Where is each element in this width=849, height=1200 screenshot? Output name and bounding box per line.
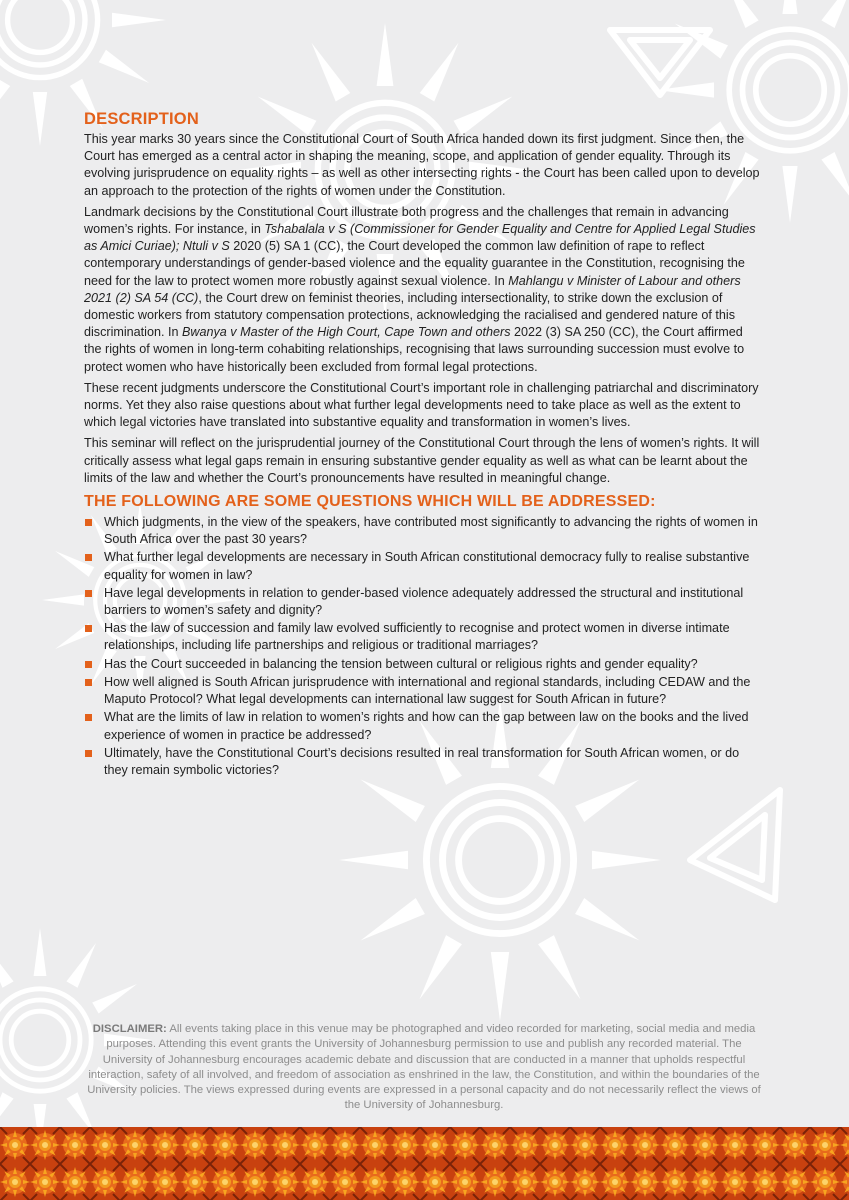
question-text: Has the Court succeeded in balancing the tension between cultural or religious rights and gender equality?	[104, 656, 698, 671]
question-text: What further legal developments are necessary in South African constitutional democracy fully to realise substantive equality for women in law?	[104, 550, 750, 582]
disclaimer-text: All events taking place in this venue may be photographed and video recorded for marketing, social media and media purposes. Attending this event grants the University of Johannesburg permission to use and publish any recorded material. The University of Johannesburg encourages academic debate and discussion that are conducted in a manner that upholds respectful interaction, safety of all involved, and freedom of association as enshrined in the law, the Constitution, and within the boundaries of the University policies. The views expressed during events are expressed in a personal capacity and do not necessarily reflect the views of the University of Johannesburg.	[87, 1023, 761, 1112]
main-content	[84, 110, 760, 780]
question-text: What are the limits of law in relation to women’s rights and how can the gap between law on the books and the lived experience of women in practice be addressed?	[104, 710, 749, 742]
question-item	[84, 745, 760, 779]
disclaimer	[84, 1022, 764, 1114]
square-bullet-icon	[85, 554, 92, 561]
square-bullet-icon	[85, 625, 92, 632]
case-citation: Tshabalala v S (Commissioner for Gender Equality and Centre for Applied Legal Studies as Amici Curiae); Ntuli v S	[84, 222, 756, 254]
question-item	[84, 656, 760, 673]
description-paragraph-1: This year marks 30 years since the Constitutional Court of South Africa handed down its first judgment. Since then, the Court has emerged as a central actor in shaping the meaning, scope, and application of gender equality. Through its evolving jurisprudence on equality rights – as well as other intersecting rights - the Court has been called upon to develop an approach to the protection of the rights of women under the Constitution.	[84, 132, 760, 198]
square-bullet-icon	[85, 519, 92, 526]
question-item	[84, 549, 760, 583]
paragraph-text: , the Court drew on feminist theories, including intersectionality, to strike down the exclusion of domestic workers from statutory compensation protections, acknowledging the racialised and gendered nature of this discrimination. In	[84, 290, 736, 340]
case-citation: Mahlangu v Minister of Labour and others 2021 (2) SA 54 (CC)	[84, 273, 741, 305]
footer-pattern-band	[0, 1127, 849, 1200]
question-text: Have legal developments in relation to gender-based violence adequately addressed the structural and institutional barriers to women’s safety and dignity?	[104, 585, 744, 618]
disclaimer-label: DISCLAIMER:	[92, 1023, 167, 1035]
question-item	[84, 674, 760, 708]
description-heading: DESCRIPTION	[84, 110, 199, 128]
question-text: How well aligned is South African jurisprudence with international and regional standards, including CEDAW and the Maputo Protocol? What legal developments can international law suggest for South African in future?	[104, 674, 751, 707]
square-bullet-icon	[85, 750, 92, 757]
description-paragraph-4: This seminar will reflect on the jurisprudential journey of the Constitutional Court through the lens of women’s rights. It will critically assess what legal gaps remain in ensuring substantive gender equality as well as what can be learnt about the limits of the law and whether the Court’s pronouncements have resulted in meaningful change.	[84, 436, 760, 485]
square-bullet-icon	[85, 679, 92, 686]
questions-heading: THE FOLLOWING ARE SOME QUESTIONS WHICH WILL BE ADDRESSED:	[84, 493, 656, 511]
description-paragraph-3: These recent judgments underscore the Constitutional Court’s important role in challenging patriarchal and discriminatory norms. Yet they also raise questions about what further legal developments need to take place as well as the extent to which legal victories have translated into substantive equality and transformation in women’s lives.	[84, 380, 759, 430]
case-citation: Bwanya v Master of the High Court, Cape Town and others	[182, 325, 511, 340]
square-bullet-icon	[85, 590, 92, 597]
description-paragraph-2	[84, 204, 760, 376]
question-item	[84, 620, 760, 654]
question-item	[84, 585, 760, 619]
question-item	[84, 709, 760, 743]
question-item	[84, 514, 760, 548]
square-bullet-icon	[85, 661, 92, 668]
paragraph-text: Landmark decisions by the Constitutional Court illustrate both progress and the challenges that remain in advancing women’s rights. For instance, in	[84, 204, 729, 237]
question-text: Ultimately, have the Constitutional Court’s decisions resulted in real transformation for South African women, or do they remain symbolic victories?	[104, 745, 740, 777]
square-bullet-icon	[85, 714, 92, 721]
questions-list	[84, 514, 760, 779]
question-text: Which judgments, in the view of the speakers, have contributed most significantly to advancing the rights of women in South Africa over the past 30 years?	[104, 515, 758, 547]
paragraph-text: 2020 (5) SA 1 (CC), the Court developed the common law definition of rape to reflect contemporary understandings of gender-based violence and the equality guarantee in the Constitution, recognising the need for the law to protect women more robustly against sexual violence. In	[84, 239, 745, 288]
question-text: Has the law of succession and family law evolved sufficiently to recognise and protect women in diverse intimate relationships, including life partnerships and religious or traditional marriages?	[104, 621, 730, 653]
paragraph-text: 2022 (3) SA 250 (CC), the Court affirmed the rights of women in long-term cohabiting relationships, recognising that laws surrounding succession must evolve to protect women who have historically been excluded from formal legal protections.	[84, 325, 745, 374]
